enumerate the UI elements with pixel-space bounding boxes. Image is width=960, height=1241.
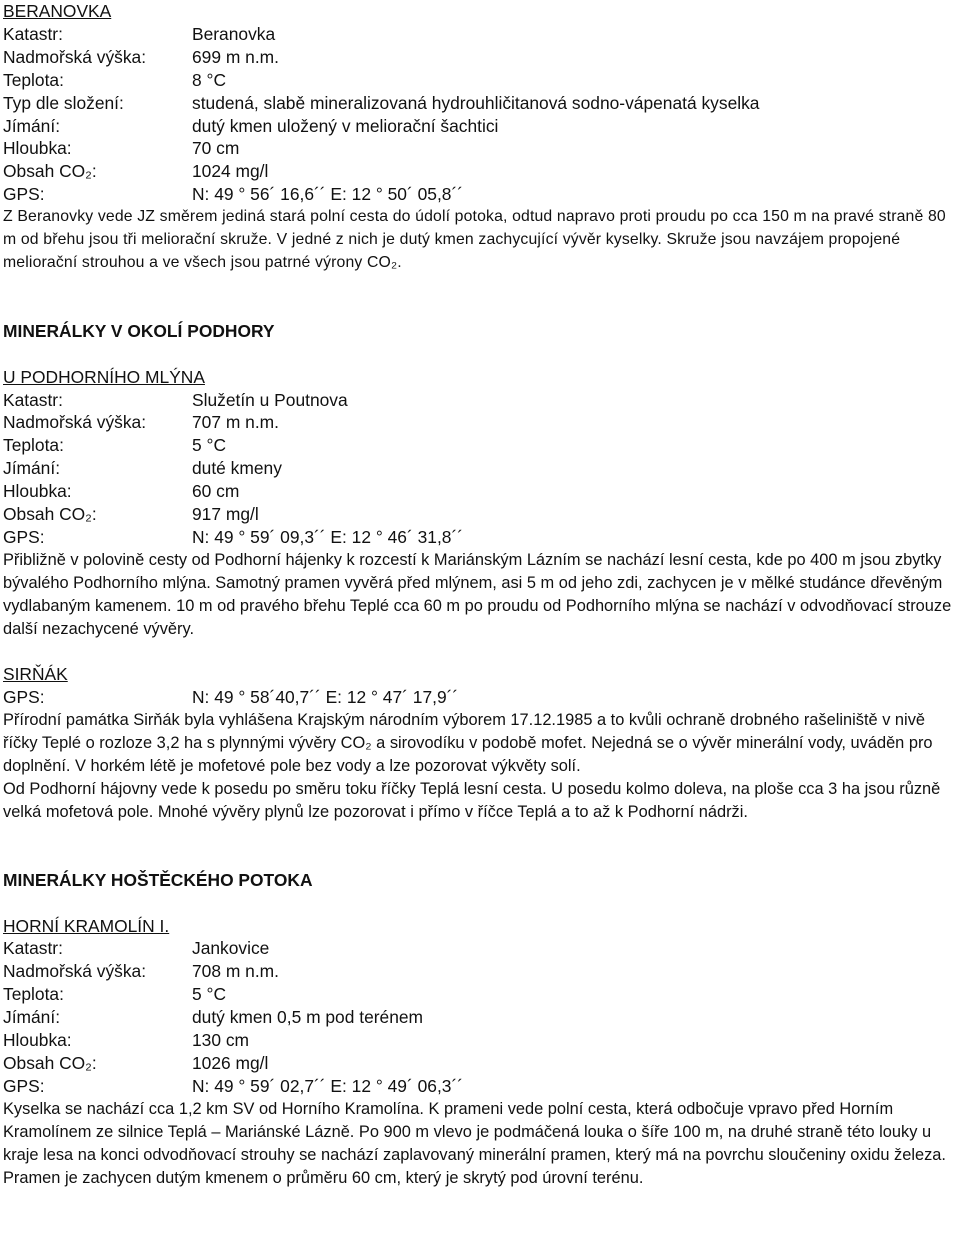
field-hloubka: Hloubka: 130 cm	[3, 1030, 250, 1051]
field-teplota: Teplota: 5 °C	[3, 435, 227, 456]
field-teplota: Teplota: 8 °C	[3, 69, 227, 90]
field-hloubka: Hloubka: 70 cm	[3, 138, 240, 159]
spring-description: Přibližně v polovině cesty od Podhorní hájenky k rozcestí k Mariánským Lázním se nachází lesní cesta, kde po 400 m jsou zbytky bývalého Podhorního mlýna. Samotný pramen vyvěrá před mlýnem, asi 5 m od jeho zdi, zachycen je v mělké studánce dřevěným vydlabaným kamenem. 10 m od pravého břehu Teplé cca 60 m po proudu od Podhorního mlýna se nachází v odvodňovací strouze další nezachycené vývěry.	[3, 550, 952, 638]
spring-description-access: Od Podhorní hájovny vede k posedu po směru toku říčky Teplá lesní cesta. U posedu kolmo doleva, na ploše cca 3 ha jsou různě velká mofetová pole. Mnohé vývěry plynů lze pozorovat i přímo v říčce Teplá a to až k Podhorní nádrži.	[3, 779, 941, 821]
field-nadmorska-vyska: Nadmořská výška: 699 m n.m.	[3, 46, 279, 67]
section-heading-hosteckeho-potoka: MINERÁLKY HOŠTĚCKÉHO POTOKA	[3, 869, 313, 890]
field-katastr: Katastr: Jankovice	[3, 938, 270, 959]
field-obsah-co2: Obsah CO₂: 1026 mg/l	[3, 1053, 269, 1074]
field-jimani: Jímání: dutý kmen uložený v meliorační šachtici	[3, 115, 499, 136]
spring-title-u-podhorniho-mlyna: U PODHORNÍHO MLÝNA	[3, 366, 205, 387]
spring-description: Přírodní památka Sirňák byla vyhlášena Krajským národním výborem 17.12.1985 a to kvůli ochraně drobného rašeliniště v nivě říčky Teplé o rozloze 3,2 ha s plynnými vývěry CO₂ a sirovodíku v podobě mofet. Nejedná se o vývěr minerální vody, uváděn pro doplnění. V horkém létě je mofetové pole bez vody a lze pozorovat výkvěty solí.	[3, 711, 933, 776]
spring-title-horni-kramolin: HORNÍ KRAMOLÍN I.	[3, 915, 170, 936]
document-page	[3, 0, 958, 1189]
field-gps: GPS: N: 49 ° 58´40,7´´ E: 12 ° 47´ 17,9´´	[3, 687, 459, 708]
field-hloubka: Hloubka: 60 cm	[3, 481, 240, 502]
field-obsah-co2: Obsah CO₂: 917 mg/l	[3, 504, 259, 525]
field-teplota: Teplota: 5 °C	[3, 984, 227, 1005]
field-obsah-co2: Obsah CO₂: 1024 mg/l	[3, 161, 269, 182]
field-nadmorska-vyska: Nadmořská výška: 708 m n.m.	[3, 961, 279, 982]
spring-title-beranovka: BERANOVKA	[3, 1, 112, 21]
field-typ-slozeni: Typ dle složení: studená, slabě mineralizovaná hydrouhličitanová sodno-vápenatá kyselka	[3, 92, 760, 113]
field-gps: GPS: N: 49 ° 56´ 16,6´´ E: 12 ° 50´ 05,8´´	[3, 184, 464, 205]
section-heading-podhory: MINERÁLKY V OKOLÍ PODHORY	[3, 320, 275, 341]
spring-title-sirnak: SIRŇÁK	[3, 664, 68, 685]
field-gps: GPS: N: 49 ° 59´ 02,7´´ E: 12 ° 49´ 06,3´´	[3, 1075, 464, 1096]
field-katastr: Katastr: Beranovka	[3, 23, 276, 44]
spring-description: Kyselka se nachází cca 1,2 km SV od Horního Kramolína. K prameni vede polní cesta, která odbočuje vpravo před Horním Kramolínem ze silnice Teplá – Mariánské Lázně. Po 900 m vlevo je podmáčená louka o šíře 100 m, na druhé straně této louky u kraje lesa na konci odvodňovací strouhy se nachází zaplavovaný minerální pramen, který má na povrchu sloučeniny oxidu železa. Pramen je zachycen dutým kmenem o průměru 60 cm, který je skrytý pod úrovní terénu.	[3, 1099, 946, 1187]
field-jimani: Jímání: dutý kmen 0,5 m pod terénem	[3, 1007, 424, 1028]
field-jimani: Jímání: duté kmeny	[3, 458, 282, 479]
field-katastr: Katastr: Služetín u Poutnova	[3, 389, 348, 410]
field-gps: GPS: N: 49 ° 59´ 09,3´´ E: 12 ° 46´ 31,8´´	[3, 527, 464, 548]
field-nadmorska-vyska: Nadmořská výška: 707 m n.m.	[3, 412, 279, 433]
spring-description: Z Beranovky vede JZ směrem jediná stará polní cesta do údolí potoka, odtud napravo proti proudu po cca 150 m na pravé straně 80 m od břehu jsou tři meliorační skruže. V jedné z nich je dutý kmen zachycující vývěr kyselky. Skruže jsou navzájem propojené meliorační strouhou a ve všech jsou patrné výrony CO₂.	[3, 208, 946, 271]
